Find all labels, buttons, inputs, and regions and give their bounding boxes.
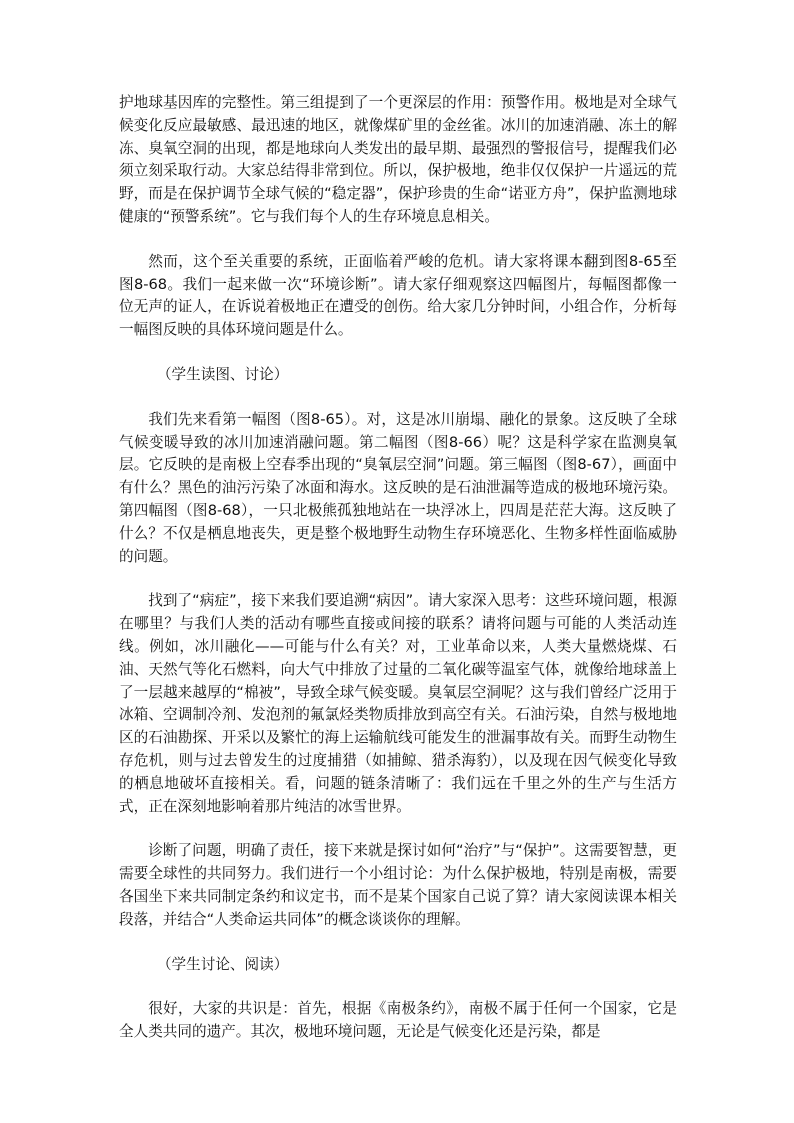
paragraph-5: 诊断了问题，明确了责任，接下来就是探讨如何“治疗”与“保护”。这需要智慧，更需要全球性的共同努力。我们进行一个小组讨论：为什么保护极地，特别是南极，需要各国坐下来共同制定条约和议定书，而不是某个国家自己说了算？请大家阅读课本相关段落，并结合“人类命运共同体”的概念谈谈你的理解。 xyxy=(119,842,677,928)
paragraph-1: 护地球基因库的完整性。第三组提到了一个更深层的作用：预警作用。极地是对全球气候变化反应最敏感、最迅速的地区，就像煤矿里的金丝雀。冰川的加速消融、冻土的解冻、臭氧空洞的出现，都是地球向人类发出的最早期、最强烈的警报信号，提醒我们必须立刻采取行动。大家总结得非常到位。所以，保护极地，绝非仅仅保护一片遥远的荒野，而是在保护调节全球气候的“稳定器”，保护珍贵的生命“诺亚方舟”，保护监测地球健康的“预警系统”。它与我们每个人的生存环境息息相关。 xyxy=(119,94,677,225)
stage-note-1: （学生读图、讨论） xyxy=(156,365,289,383)
document-body xyxy=(119,92,677,1066)
paragraph-4: 找到了“病症”，接下来我们要追溯“病因”。请大家深入思考：这些环境问题，根源在哪里？与我们人类的活动有哪些直接或间接的联系？请将问题与可能的人类活动连线。例如，冰川融化——可能与什么有关？对，工业革命以来，人类大量燃烧煤、石油、天然气等化石燃料，向大气中排放了过量的二氧化碳等温室气体，就像给地球盖上了一层越来越厚的“棉被”，导致全球气候变暖。臭氧层空洞呢？这与我们曾经广泛用于冰箱、空调制冷剂、发泡剂的氟氯烃类物质排放到高空有关。石油污染，自然与极地地区的石油勘探、开采以及繁忙的海上运输航线可能发生的泄漏事故有关。而野生动物生存危机，则与过去曾发生的过度捕猎（如捕鲸、猎杀海豹），以及现在因气候变化导致的栖息地破坏直接相关。看，问题的链条清晰了：我们远在千里之外的生产与生活方式，正在深刻地影响着那片纯洁的冰雪世界。 xyxy=(119,592,677,815)
paragraph-2: 然而，这个至关重要的系统，正面临着严峻的危机。请大家将课本翻到图8-65至图8-68。我们一起来做一次“环境诊断”。请大家仔细观察这四幅图片，每幅图都像一位无声的证人，在诉说着极地正在遭受的创伤。给大家几分钟时间，小组合作，分析每一幅图反映的具体环境问题是什么。 xyxy=(119,252,677,339)
paragraph-3: 我们先来看第一幅图（图8-65）。对，这是冰川崩塌、融化的景象。这反映了全球气候变暖导致的冰川加速消融问题。第二幅图（图8-66）呢？这是科学家在监测臭氧层。它反映的是南极上空春季出现的“臭氧层空洞”问题。第三幅图（图8-67），画面中有什么？黑色的油污污染了冰面和海水。这反映的是石油泄漏等造成的极地环境污染。第四幅图（图8-68），一只北极熊孤独地站在一块浮冰上，四周是茫茫大海。这反映了什么？不仅是栖息地丧失，更是整个极地野生动物生存环境恶化、生物多样性面临威胁的问题。 xyxy=(119,410,677,565)
stage-note-2: （学生讨论、阅读） xyxy=(156,955,289,973)
paragraph-6: 很好，大家的共识是：首先，根据《南极条约》，南极不属于任何一个国家，它是全人类共同的遗产。其次，极地环境问题，无论是气候变化还是污染，都是 xyxy=(119,1000,677,1041)
